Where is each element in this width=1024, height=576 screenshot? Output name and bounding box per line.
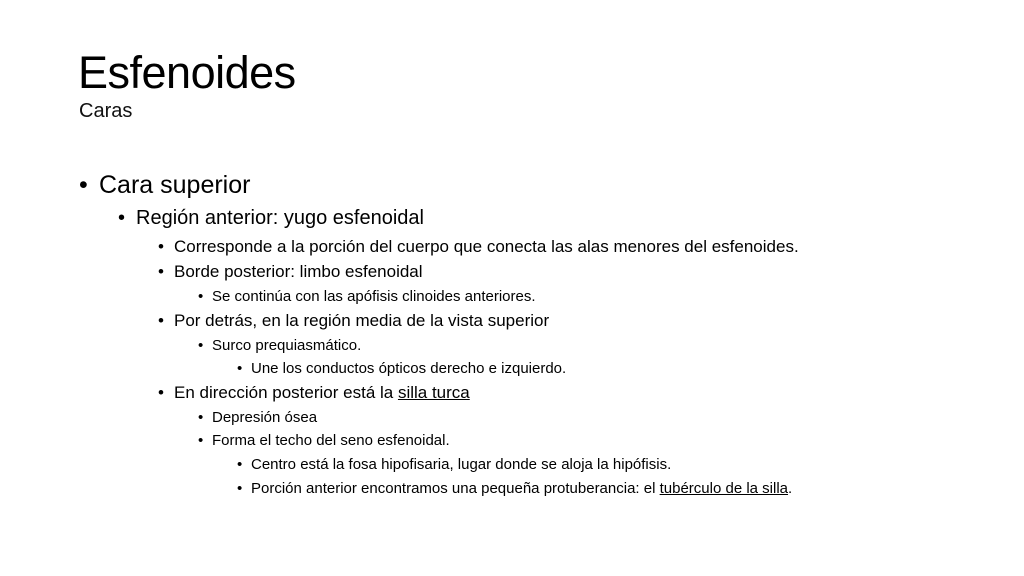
bullet-text: Forma el techo del seno esfenoidal. xyxy=(212,432,450,449)
bullet-item xyxy=(198,431,450,451)
bullet-text: Por detrás, en la región media de la vista superior xyxy=(174,311,550,330)
bullet-icon: • xyxy=(198,288,204,305)
bullet-icon: • xyxy=(158,311,164,330)
bullet-item xyxy=(158,236,799,258)
bullet-text: Centro está la fosa hipofisaria, lugar donde se aloja la hipófisis. xyxy=(251,456,672,473)
bullet-item xyxy=(237,455,672,475)
bullet-icon: • xyxy=(237,480,243,497)
bullet-icon: • xyxy=(237,456,243,473)
bullet-text: Porción anterior encontramos una pequeña protuberancia: el xyxy=(251,480,660,497)
bullet-item xyxy=(158,261,423,283)
bullet-icon: • xyxy=(118,207,126,229)
bullet-text: Surco prequiasmático. xyxy=(212,337,362,354)
bullet-text: Depresión ósea xyxy=(212,409,318,426)
bullet-text: Se continúa con las apófisis clinoides anteriores. xyxy=(212,288,536,305)
bullet-text: Cara superior xyxy=(99,171,251,199)
bullet-text: Corresponde a la porción del cuerpo que conecta las alas menores del esfenoides. xyxy=(174,237,799,256)
bullet-text: Une los conductos ópticos derecho e izquierdo. xyxy=(251,360,567,377)
silla-turca-link[interactable]: silla turca xyxy=(397,383,470,402)
bullet-icon: • xyxy=(198,337,204,354)
bullet-icon: • xyxy=(158,262,164,281)
slide-title: Esfenoides xyxy=(78,47,296,98)
bullet-item xyxy=(198,408,318,428)
bullet-item xyxy=(237,479,793,499)
bullet-item xyxy=(198,336,362,356)
bullet-item xyxy=(237,359,567,379)
bullet-item xyxy=(158,310,550,332)
bullet-text: En dirección posterior está la xyxy=(174,383,398,402)
bullet-icon: • xyxy=(79,171,88,199)
tuberculo-de-la-silla-link[interactable]: tubérculo de la silla xyxy=(659,480,789,497)
bullet-icon: • xyxy=(158,383,164,402)
bullet-text: Región anterior: yugo esfenoidal xyxy=(136,207,424,229)
bullet-item xyxy=(79,170,251,200)
bullet-item xyxy=(118,206,424,230)
slide-subtitle: Caras xyxy=(79,100,133,122)
bullet-item xyxy=(198,287,536,307)
bullet-icon: • xyxy=(158,237,164,256)
bullet-icon: • xyxy=(198,409,204,426)
bullet-text: Borde posterior: limbo esfenoidal xyxy=(174,262,423,281)
bullet-icon: • xyxy=(237,360,243,377)
bullet-icon: • xyxy=(198,432,204,449)
bullet-item xyxy=(158,382,470,404)
bullet-text-end: . xyxy=(788,480,793,497)
